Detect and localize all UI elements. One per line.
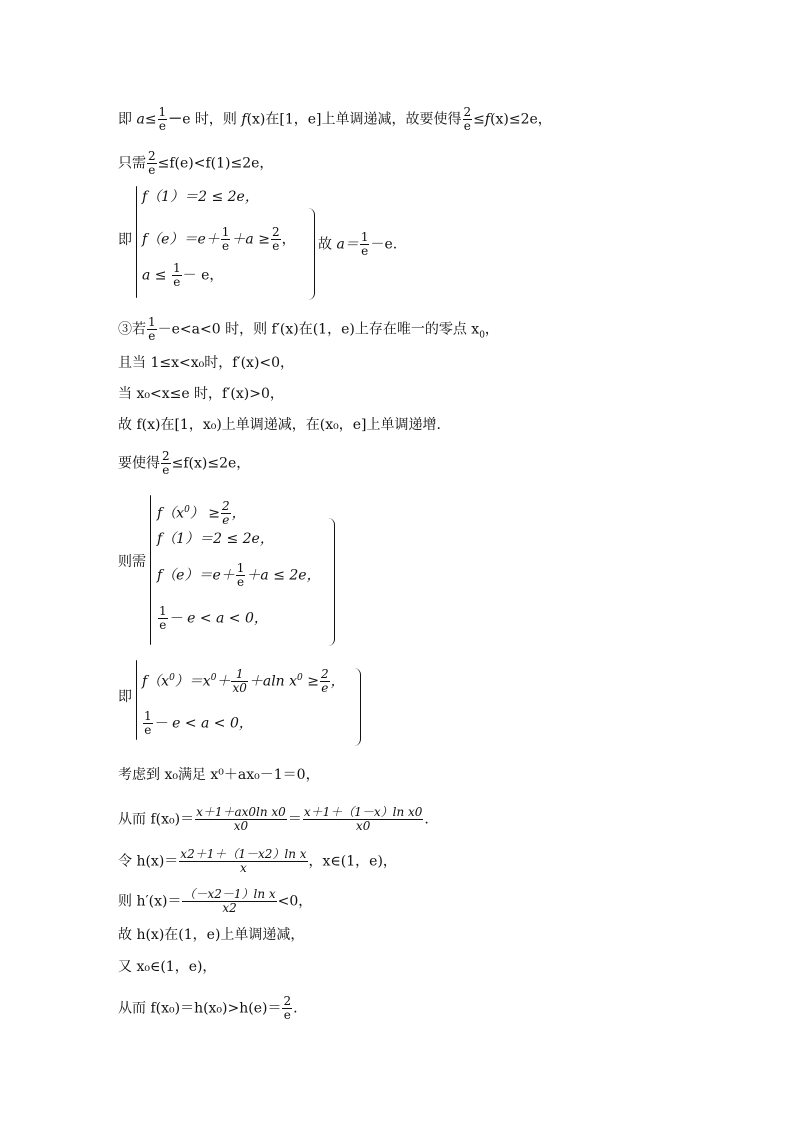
fraction-one-over-e xyxy=(221,226,231,253)
text: (x)≤2e， xyxy=(490,111,552,128)
denominator: e xyxy=(162,463,170,477)
numerator: x2＋1＋（1－x2）ln x xyxy=(180,847,307,861)
numerator: 1 xyxy=(172,261,181,275)
fraction-two-over-e xyxy=(161,450,171,477)
fraction-two-over-e xyxy=(221,500,231,527)
fraction-two-over-e xyxy=(271,226,281,253)
fraction-one-over-e xyxy=(147,316,157,343)
text: (x)在[1，e]上单调递减，故要使得 xyxy=(246,111,462,128)
superscript: 0 xyxy=(169,672,175,683)
text: f（x xyxy=(142,673,170,690)
numerator: x＋1＋（1－x）ln x0 xyxy=(303,805,423,819)
right-bracket xyxy=(308,208,315,300)
numerator: （－x2－1）ln x xyxy=(183,887,276,901)
denominator: e xyxy=(321,681,329,695)
denominator: x2 xyxy=(182,901,276,915)
text: 即 xyxy=(118,111,137,128)
denominator: e xyxy=(463,119,471,133)
text: －e. xyxy=(370,236,398,253)
numerator: 1 xyxy=(235,667,244,681)
fraction-two-over-e xyxy=(147,150,157,177)
line-14 xyxy=(118,995,298,1022)
text: 要使得 xyxy=(118,455,160,472)
superscript: 0 xyxy=(184,504,190,515)
numerator: 1 xyxy=(236,561,245,575)
numerator: 2 xyxy=(222,499,230,513)
right-bracket xyxy=(328,518,335,646)
denominator: e xyxy=(361,244,369,258)
line-2 xyxy=(118,150,273,177)
denominator: e xyxy=(173,275,181,289)
fraction-h xyxy=(179,848,307,875)
denominator: e xyxy=(158,119,166,133)
system-row: f（1）＝2 ≤ 2e， xyxy=(142,189,259,205)
text: f（x xyxy=(157,505,185,522)
denominator: x0 xyxy=(232,681,247,695)
text: a＝ xyxy=(336,236,359,253)
text: ≤f(x)≤2e， xyxy=(171,455,251,472)
numerator: 2 xyxy=(148,149,156,163)
system-row xyxy=(157,500,246,527)
fraction-two-over-e xyxy=(463,106,473,133)
line-5: 当 x₀<x≤e 时，f′(x)>0， xyxy=(118,386,284,402)
denominator: e xyxy=(222,513,230,527)
fraction-two-over-e xyxy=(320,668,330,695)
text: <0， xyxy=(277,893,313,910)
text: ， xyxy=(330,673,345,690)
numerator: 1 xyxy=(221,225,230,239)
text: ） ≥ xyxy=(189,505,220,522)
numerator: 2 xyxy=(463,105,472,119)
text: ＝ xyxy=(287,811,302,828)
denominator: e xyxy=(237,575,245,589)
fraction-one-over-x0 xyxy=(231,668,247,695)
text: ， xyxy=(484,321,499,338)
text: ＋a ≤ 2e， xyxy=(246,567,321,584)
text: － e < a < 0， xyxy=(168,610,268,627)
denominator: e xyxy=(148,163,156,177)
var-a: a xyxy=(136,111,145,128)
fraction-one-over-e xyxy=(172,262,182,289)
fraction-one-over-e xyxy=(158,605,168,632)
denominator: e xyxy=(272,239,280,253)
system-row: f（1）＝2 ≤ 2e， xyxy=(157,531,274,547)
text: ③若 xyxy=(118,321,146,338)
fraction-h-prime xyxy=(182,888,276,915)
left-brace xyxy=(136,186,137,298)
text: e 时，则 xyxy=(182,111,242,128)
text: ＋a ≥ xyxy=(231,231,270,248)
numerator: 2 xyxy=(283,994,292,1008)
line-7 xyxy=(118,450,250,477)
line-10 xyxy=(118,848,397,875)
denominator: e xyxy=(159,618,167,632)
var-f: f xyxy=(484,111,491,128)
line-12: 故 h(x)在(1，e)上单调递减， xyxy=(118,927,305,943)
left-brace xyxy=(150,495,151,645)
superscript: 0 xyxy=(297,672,303,683)
text: 从而 f(x₀)＝h(x₀)>h(e)＝ xyxy=(118,1000,282,1017)
text: f（e）＝e＋ xyxy=(157,567,235,584)
subscript: 0 xyxy=(479,330,485,341)
system-row xyxy=(142,226,296,253)
text: . xyxy=(293,1000,298,1017)
line-6: 故 f(x)在[1，x₀)上单调递减，在(x₀，e]上单调递增. xyxy=(118,417,441,433)
denominator: e xyxy=(283,1008,291,1022)
denominator: x0 xyxy=(195,819,287,833)
text: 只需 xyxy=(118,155,146,172)
text: ≥ xyxy=(302,673,319,690)
numerator: 1 xyxy=(360,230,369,244)
text: ≤f(e)<f(1)≤2e， xyxy=(157,155,274,172)
text: ， xyxy=(231,505,246,522)
line-11 xyxy=(118,888,312,915)
numerator: 2 xyxy=(162,449,170,463)
numerator: x＋1＋ax0ln x0 xyxy=(196,805,286,819)
denominator: x0 xyxy=(303,819,424,833)
text: ＋aln x xyxy=(248,673,298,690)
denominator: e xyxy=(222,239,230,253)
line-4: 且当 1≤x<x₀时，f′(x)<0， xyxy=(118,355,295,371)
text: ）＝x xyxy=(174,673,211,690)
fraction-f-x0-2 xyxy=(303,806,424,833)
line-3 xyxy=(118,316,499,344)
text: － e < a < 0， xyxy=(153,715,253,732)
denominator: x xyxy=(179,861,307,875)
text: 从而 f(x₀)＝ xyxy=(118,811,195,828)
text: 故 xyxy=(318,236,337,253)
system-label: 即 xyxy=(118,689,132,705)
system-row xyxy=(142,262,223,289)
right-bracket xyxy=(354,668,361,746)
line-9 xyxy=(118,806,429,833)
denominator: e xyxy=(148,329,156,343)
text: 则 h′(x)＝ xyxy=(118,893,182,910)
text: ≤ xyxy=(144,111,157,128)
numerator: 1 xyxy=(158,105,167,119)
system-row xyxy=(142,710,253,737)
text: － e， xyxy=(182,267,224,284)
numerator: 2 xyxy=(271,225,280,239)
text: f（e）＝e＋ xyxy=(142,231,220,248)
fraction-two-over-e xyxy=(282,995,292,1022)
text: ，x∈(1，e)， xyxy=(308,853,397,870)
var-f: f xyxy=(241,111,247,128)
fraction-one-over-e xyxy=(360,231,370,258)
superscript: 0 xyxy=(210,672,217,683)
line-1: 即 a≤ $\frac{1}{e}$ －e 时，则 f(x)在[1，e]上单调递减，故要使得 $\frac{2}{e}$ ≤f(x)≤2e， xyxy=(118,105,552,133)
system-row xyxy=(142,668,345,695)
line-8: 考虑到 x₀满足 x⁰＋ax₀－1＝0， xyxy=(118,767,320,783)
system-row xyxy=(157,605,268,632)
text: 令 h(x)＝ xyxy=(118,853,179,870)
numerator: 1 xyxy=(144,709,152,723)
denominator: e xyxy=(144,723,152,737)
text: ， xyxy=(281,231,296,248)
text: －e<a<0 时，则 f′(x)在(1，e)上存在唯一的零点 x xyxy=(157,321,480,338)
system-label: 即 xyxy=(118,232,132,248)
system-row xyxy=(157,562,321,589)
numerator: 1 xyxy=(159,604,167,618)
line-13: 又 x₀∈(1，e)， xyxy=(118,959,217,975)
fraction-one-over-e xyxy=(158,106,168,133)
numerator: 1 xyxy=(148,315,156,329)
text: ≤ xyxy=(473,111,485,128)
fraction-f-x0-1 xyxy=(195,806,287,833)
text: a ≤ xyxy=(142,267,171,284)
fraction-one-over-e xyxy=(236,562,246,589)
system-conclusion xyxy=(318,231,397,258)
numerator: 2 xyxy=(320,667,329,681)
text: . xyxy=(424,811,429,828)
left-brace xyxy=(136,660,137,740)
text: ＋ xyxy=(216,673,231,690)
system-label: 则需 xyxy=(118,554,146,570)
fraction-one-over-e xyxy=(143,710,153,737)
